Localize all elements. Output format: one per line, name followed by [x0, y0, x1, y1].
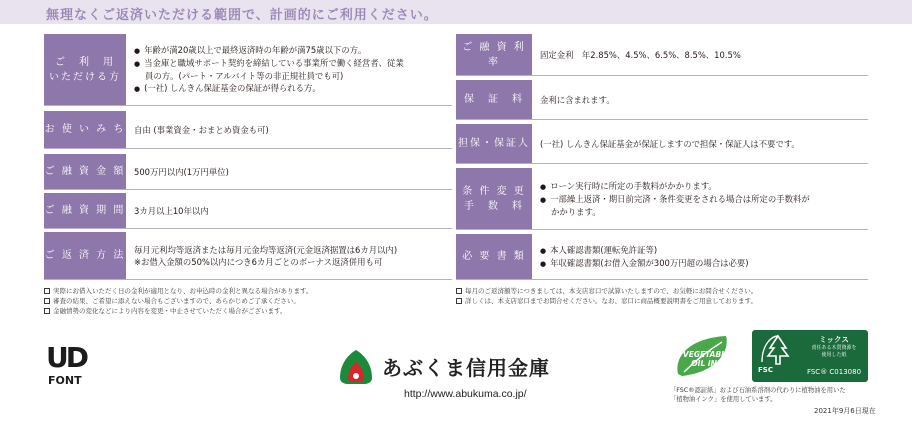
label-text: ご 融 資 期 間	[44, 205, 126, 216]
row-value	[126, 193, 452, 228]
fsc-mix-label: ミックス	[819, 335, 849, 344]
fsc-code: FSC® C013080	[806, 368, 862, 376]
ud-font-logo	[46, 341, 90, 390]
abukuma-bank-logo-icon	[338, 348, 374, 386]
value-line: 毎月元利均等返済または毎月元金均等返済(元金返済据置は6カ月以内)	[134, 244, 398, 255]
row-value	[126, 232, 452, 279]
notes-right	[456, 286, 757, 306]
table-row-guarantee-fee	[456, 80, 868, 120]
value-line: ● 一部繰上返済・期日前完済・条件変更をされる場合は所定の手数料が	[540, 193, 860, 206]
label-text: 必 要 書 類	[462, 251, 526, 262]
fsc-note	[670, 386, 846, 404]
value-line: ● 当金庫と職域サポート契約を締結している事業所で働く経営者、従業	[134, 57, 444, 70]
ud-mark: UD	[46, 341, 86, 374]
value-line: ● ローン実行時に所定の手数料がかかります。	[540, 180, 860, 193]
value-line: ● (一社) しんきん保証基金の保証が得られる方。	[134, 82, 444, 95]
row-value	[532, 168, 868, 229]
bank-url-link[interactable]: http://www.abukuma.co.jp/	[404, 388, 527, 400]
row-label	[44, 193, 126, 228]
note-text: 毎月のご返済額等につきましては、本支店窓口で試算いたしますので、お気軽にお問合せください。	[465, 287, 758, 295]
table-row-purpose	[44, 111, 452, 149]
row-label	[44, 154, 126, 189]
note-text: 審査の結果、ご希望に添えない場合もございますので、あらかじめご了承ください。	[53, 297, 300, 305]
label-text: ご 融 資 金 額	[44, 166, 126, 177]
checkbox-icon	[456, 288, 462, 294]
table-row-required-documents	[456, 234, 868, 280]
issue-date: 2021年9月6日現在	[814, 407, 876, 415]
fsc-note-line: 「FSC®認証紙」および石油系溶剤の代わりに植物油を用いた	[670, 387, 846, 394]
value-line: 500万円以内(1万円単位)	[134, 166, 229, 177]
row-value	[532, 234, 868, 279]
value-line: かかります。	[551, 206, 601, 217]
value-line: 3カ月以上10年以内	[134, 205, 209, 216]
value-line: ● 年齢が満20歳以上で最終返済時の年齢が満75歳以下の方。	[134, 44, 444, 57]
row-value	[532, 34, 868, 75]
note-item	[456, 296, 757, 306]
bank-name: あぶくま信用金庫	[382, 356, 550, 380]
value-line: 自由 (事業資金・おまとめ資金も可)	[134, 124, 269, 135]
fsc-note-line: 「植物油インク」を使用しています。	[670, 396, 777, 403]
note-text: 金融情勢の変化などにより内容を変更・中止させていただく場合がございます。	[53, 307, 287, 315]
notes-left	[44, 286, 312, 316]
checkbox-icon	[44, 288, 50, 294]
label-text: ご 返 済 方 法	[44, 250, 126, 261]
table-row-amount	[44, 154, 452, 190]
veg-line-1: VEGETABLE	[682, 350, 732, 359]
headline-bar	[0, 0, 912, 24]
fsc-desc-line: 使用した紙	[821, 352, 847, 358]
label-text: 担保・保証人	[458, 138, 530, 149]
table-row-term	[44, 193, 452, 229]
value-line: ● 年収確認書類(お借入金額が300万円超の場合は必要)	[540, 257, 860, 270]
checkbox-icon	[456, 298, 462, 304]
row-label	[456, 168, 532, 229]
row-label	[44, 111, 126, 148]
note-item	[456, 286, 757, 296]
checkbox-icon	[44, 298, 50, 304]
row-label	[44, 232, 126, 279]
row-value	[532, 80, 868, 119]
row-value	[532, 124, 868, 163]
fsc-wordmark: FSC	[758, 366, 773, 374]
note-text: 詳しくは、本支店窓口までお問合せください。なお、窓口に商品概要説明書をご用意しております。	[465, 297, 757, 305]
table-row-repayment	[44, 232, 452, 280]
label-text: 条 件 変 更 手 数 料	[462, 185, 526, 212]
bank-brand	[338, 346, 578, 406]
label-text: 保 証 料	[464, 94, 524, 105]
veg-text	[674, 350, 740, 368]
row-label	[456, 124, 532, 163]
value-line: 金利に含まれます。	[540, 94, 615, 105]
checkbox-icon	[44, 308, 50, 314]
veg-line-2: OIL INK	[691, 359, 723, 368]
value-line: 固定金利 年2.85%、4.5%、6.5%、8.5%、10.5%	[540, 49, 741, 60]
row-value	[126, 34, 452, 105]
label-text: ご 利 用 いただける方	[49, 56, 121, 83]
headline-text: 無理なくご返済いただける範囲で、計画的にご利用ください。	[46, 8, 438, 23]
table-row-interest-rate	[456, 34, 868, 76]
vegetable-oil-ink-logo	[670, 332, 742, 382]
row-label	[456, 80, 532, 119]
fsc-tree-icon	[758, 334, 798, 366]
value-line: (一社) しんきん保証基金が保証しますので担保・保証人は不要です。	[540, 138, 800, 149]
row-label	[456, 234, 532, 279]
table-row-collateral	[456, 124, 868, 164]
value-line: 員の方。(パート・アルバイト等の非正規社員でも可)	[145, 71, 344, 81]
label-text: お 使 い み ち	[44, 124, 126, 135]
value-line: ● 本人確認書類(運転免許証等)	[540, 244, 860, 257]
fsc-description	[802, 345, 866, 359]
note-item	[44, 306, 312, 316]
row-label	[44, 34, 126, 105]
label-text: ご 融 資 利 率	[462, 41, 526, 68]
table-row-eligibility	[44, 34, 452, 106]
value-line: ※お借入金額の50%以内につき6カ月ごとのボーナス返済併用も可	[134, 256, 383, 267]
fsc-logo	[752, 330, 868, 382]
note-item	[44, 296, 312, 306]
table-row-change-fee	[456, 168, 868, 230]
row-label	[456, 34, 532, 75]
ud-font-text: FONT	[48, 374, 82, 387]
row-value	[126, 111, 452, 148]
row-value	[126, 154, 452, 189]
fsc-desc-line: 責任ある木質資源を	[811, 345, 857, 351]
note-text: 実際にお借入いただく日の金利が適用となり、お申込時の金利と異なる場合があります。	[53, 287, 313, 295]
note-item	[44, 286, 312, 296]
